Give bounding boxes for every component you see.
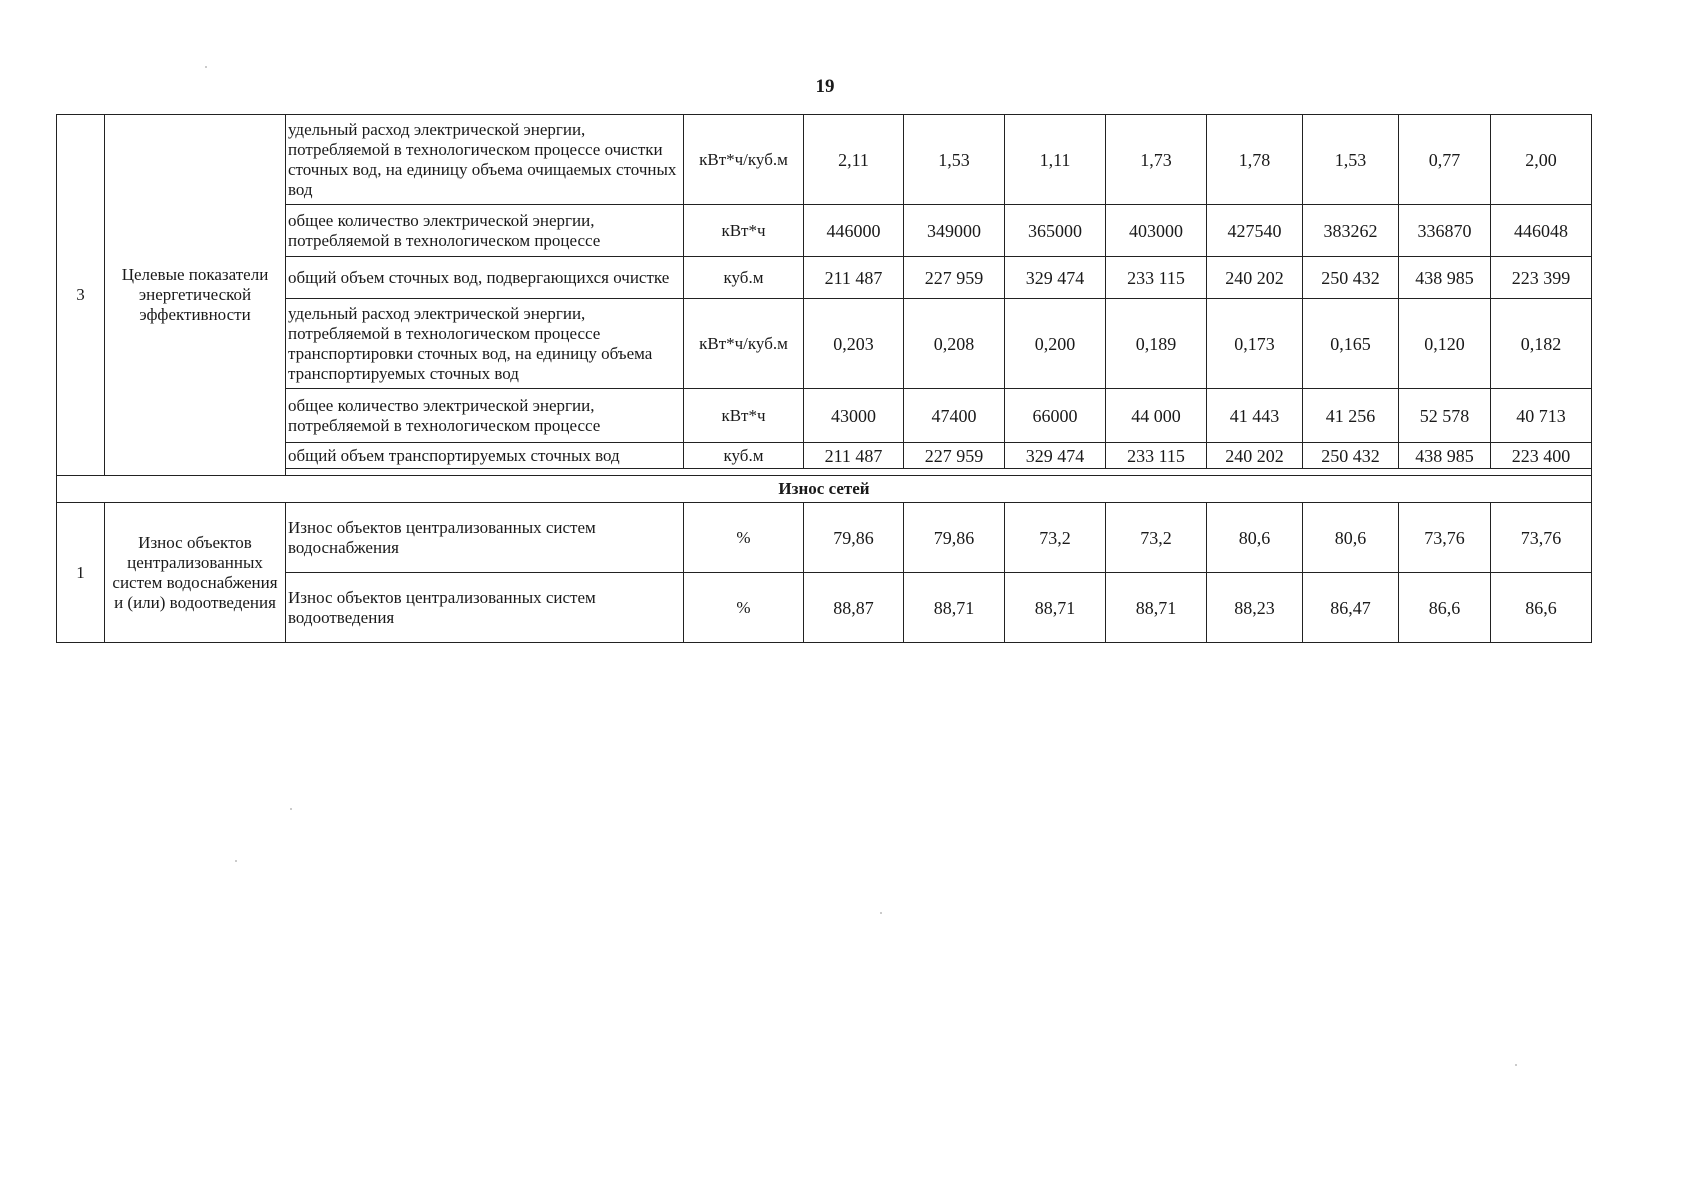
page-number: 19 xyxy=(815,76,835,97)
value-cell: 1,53 xyxy=(904,115,1005,205)
value-cell: 88,71 xyxy=(1005,573,1106,643)
indicator-unit: куб.м xyxy=(684,443,804,469)
value-cell: 40 713 xyxy=(1491,389,1592,443)
value-cell: 86,47 xyxy=(1303,573,1399,643)
value-cell: 233 115 xyxy=(1106,443,1207,469)
indicator-description: удельный расход электрической энергии, потребляемой в технологическом процессе очистки сточных вод, на единицу объема очищаемых сточных вод xyxy=(286,115,684,205)
value-cell: 0,165 xyxy=(1303,299,1399,389)
scan-speck xyxy=(1515,1064,1517,1066)
value-cell: 227 959 xyxy=(904,443,1005,469)
indicator-group-name: Износ объектов централизованных систем водоснабжения и (или) водоотведения xyxy=(105,503,286,643)
value-cell: 240 202 xyxy=(1207,257,1303,299)
value-cell: 250 432 xyxy=(1303,443,1399,469)
value-cell: 2,11 xyxy=(804,115,904,205)
value-cell: 79,86 xyxy=(904,503,1005,573)
value-cell: 44 000 xyxy=(1106,389,1207,443)
value-cell: 329 474 xyxy=(1005,257,1106,299)
scan-speck xyxy=(290,808,292,810)
value-cell: 349000 xyxy=(904,205,1005,257)
value-cell: 47400 xyxy=(904,389,1005,443)
indicator-description: общее количество электрической энергии, потребляемой в технологическом процессе xyxy=(286,389,684,443)
value-cell: 383262 xyxy=(1303,205,1399,257)
indicator-description: Износ объектов централизованных систем водоотведения xyxy=(286,573,684,643)
value-cell: 0,182 xyxy=(1491,299,1592,389)
value-cell: 0,173 xyxy=(1207,299,1303,389)
value-cell: 41 443 xyxy=(1207,389,1303,443)
value-cell: 73,76 xyxy=(1399,503,1491,573)
table-row xyxy=(57,389,1592,443)
table-row xyxy=(57,299,1592,389)
table-row xyxy=(57,257,1592,299)
value-cell: 0,120 xyxy=(1399,299,1491,389)
value-cell: 0,208 xyxy=(904,299,1005,389)
value-cell: 88,71 xyxy=(904,573,1005,643)
value-cell: 0,203 xyxy=(804,299,904,389)
spacer-cell xyxy=(286,469,1592,476)
value-cell: 80,6 xyxy=(1303,503,1399,573)
section-header-block xyxy=(57,476,1592,503)
value-cell: 52 578 xyxy=(1399,389,1491,443)
value-cell: 365000 xyxy=(1005,205,1106,257)
indicator-unit: кВт*ч xyxy=(684,389,804,443)
value-cell: 1,73 xyxy=(1106,115,1207,205)
value-cell: 80,6 xyxy=(1207,503,1303,573)
value-cell: 223 399 xyxy=(1491,257,1592,299)
value-cell: 86,6 xyxy=(1491,573,1592,643)
table-row xyxy=(57,205,1592,257)
indicator-description: общий объем транспортируемых сточных вод xyxy=(286,443,684,469)
value-cell: 73,2 xyxy=(1106,503,1207,573)
indicators-table xyxy=(56,114,1592,643)
table-row xyxy=(57,503,1592,573)
indicator-unit: кВт*ч/куб.м xyxy=(684,115,804,205)
indicator-unit: кВт*ч xyxy=(684,205,804,257)
value-cell: 1,53 xyxy=(1303,115,1399,205)
energy-efficiency-block xyxy=(57,115,1592,476)
indicator-description: общее количество электрической энергии, потребляемой в технологическом процессе xyxy=(286,205,684,257)
spacer-row xyxy=(57,469,1592,476)
scan-speck xyxy=(880,912,882,914)
value-cell: 73,76 xyxy=(1491,503,1592,573)
value-cell: 227 959 xyxy=(904,257,1005,299)
value-cell: 66000 xyxy=(1005,389,1106,443)
value-cell: 438 985 xyxy=(1399,443,1491,469)
value-cell: 1,11 xyxy=(1005,115,1106,205)
indicator-group-name: Целевые показатели энергетической эффективности xyxy=(105,115,286,476)
value-cell: 427540 xyxy=(1207,205,1303,257)
table-row xyxy=(57,443,1592,469)
value-cell: 41 256 xyxy=(1303,389,1399,443)
value-cell: 233 115 xyxy=(1106,257,1207,299)
indicator-description: общий объем сточных вод, подвергающихся очистке xyxy=(286,257,684,299)
section-title: Износ сетей xyxy=(57,476,1592,503)
value-cell: 336870 xyxy=(1399,205,1491,257)
value-cell: 403000 xyxy=(1106,205,1207,257)
value-cell: 0,189 xyxy=(1106,299,1207,389)
value-cell: 2,00 xyxy=(1491,115,1592,205)
value-cell: 446000 xyxy=(804,205,904,257)
value-cell: 88,87 xyxy=(804,573,904,643)
value-cell: 438 985 xyxy=(1399,257,1491,299)
table-row xyxy=(57,115,1592,205)
value-cell: 329 474 xyxy=(1005,443,1106,469)
value-cell: 1,78 xyxy=(1207,115,1303,205)
indicator-description: удельный расход электрической энергии, потребляемой в технологическом процессе транспортировки сточных вод, на единицу объема транспортируемых сточных вод xyxy=(286,299,684,389)
value-cell: 88,71 xyxy=(1106,573,1207,643)
scan-speck xyxy=(235,860,237,862)
value-cell: 211 487 xyxy=(804,257,904,299)
value-cell: 86,6 xyxy=(1399,573,1491,643)
value-cell: 88,23 xyxy=(1207,573,1303,643)
value-cell: 446048 xyxy=(1491,205,1592,257)
value-cell: 79,86 xyxy=(804,503,904,573)
section-header-row xyxy=(57,476,1592,503)
value-cell: 250 432 xyxy=(1303,257,1399,299)
row-number: 1 xyxy=(57,503,105,643)
value-cell: 223 400 xyxy=(1491,443,1592,469)
value-cell: 73,2 xyxy=(1005,503,1106,573)
indicator-unit: % xyxy=(684,503,804,573)
indicator-unit: кВт*ч/куб.м xyxy=(684,299,804,389)
value-cell: 0,200 xyxy=(1005,299,1106,389)
value-cell: 43000 xyxy=(804,389,904,443)
row-number: 3 xyxy=(57,115,105,476)
indicator-description: Износ объектов централизованных систем водоснабжения xyxy=(286,503,684,573)
indicator-unit: куб.м xyxy=(684,257,804,299)
table-row xyxy=(57,573,1592,643)
value-cell: 240 202 xyxy=(1207,443,1303,469)
indicator-unit: % xyxy=(684,573,804,643)
network-wear-block xyxy=(57,503,1592,643)
value-cell: 0,77 xyxy=(1399,115,1491,205)
value-cell: 211 487 xyxy=(804,443,904,469)
scan-speck xyxy=(205,66,207,68)
